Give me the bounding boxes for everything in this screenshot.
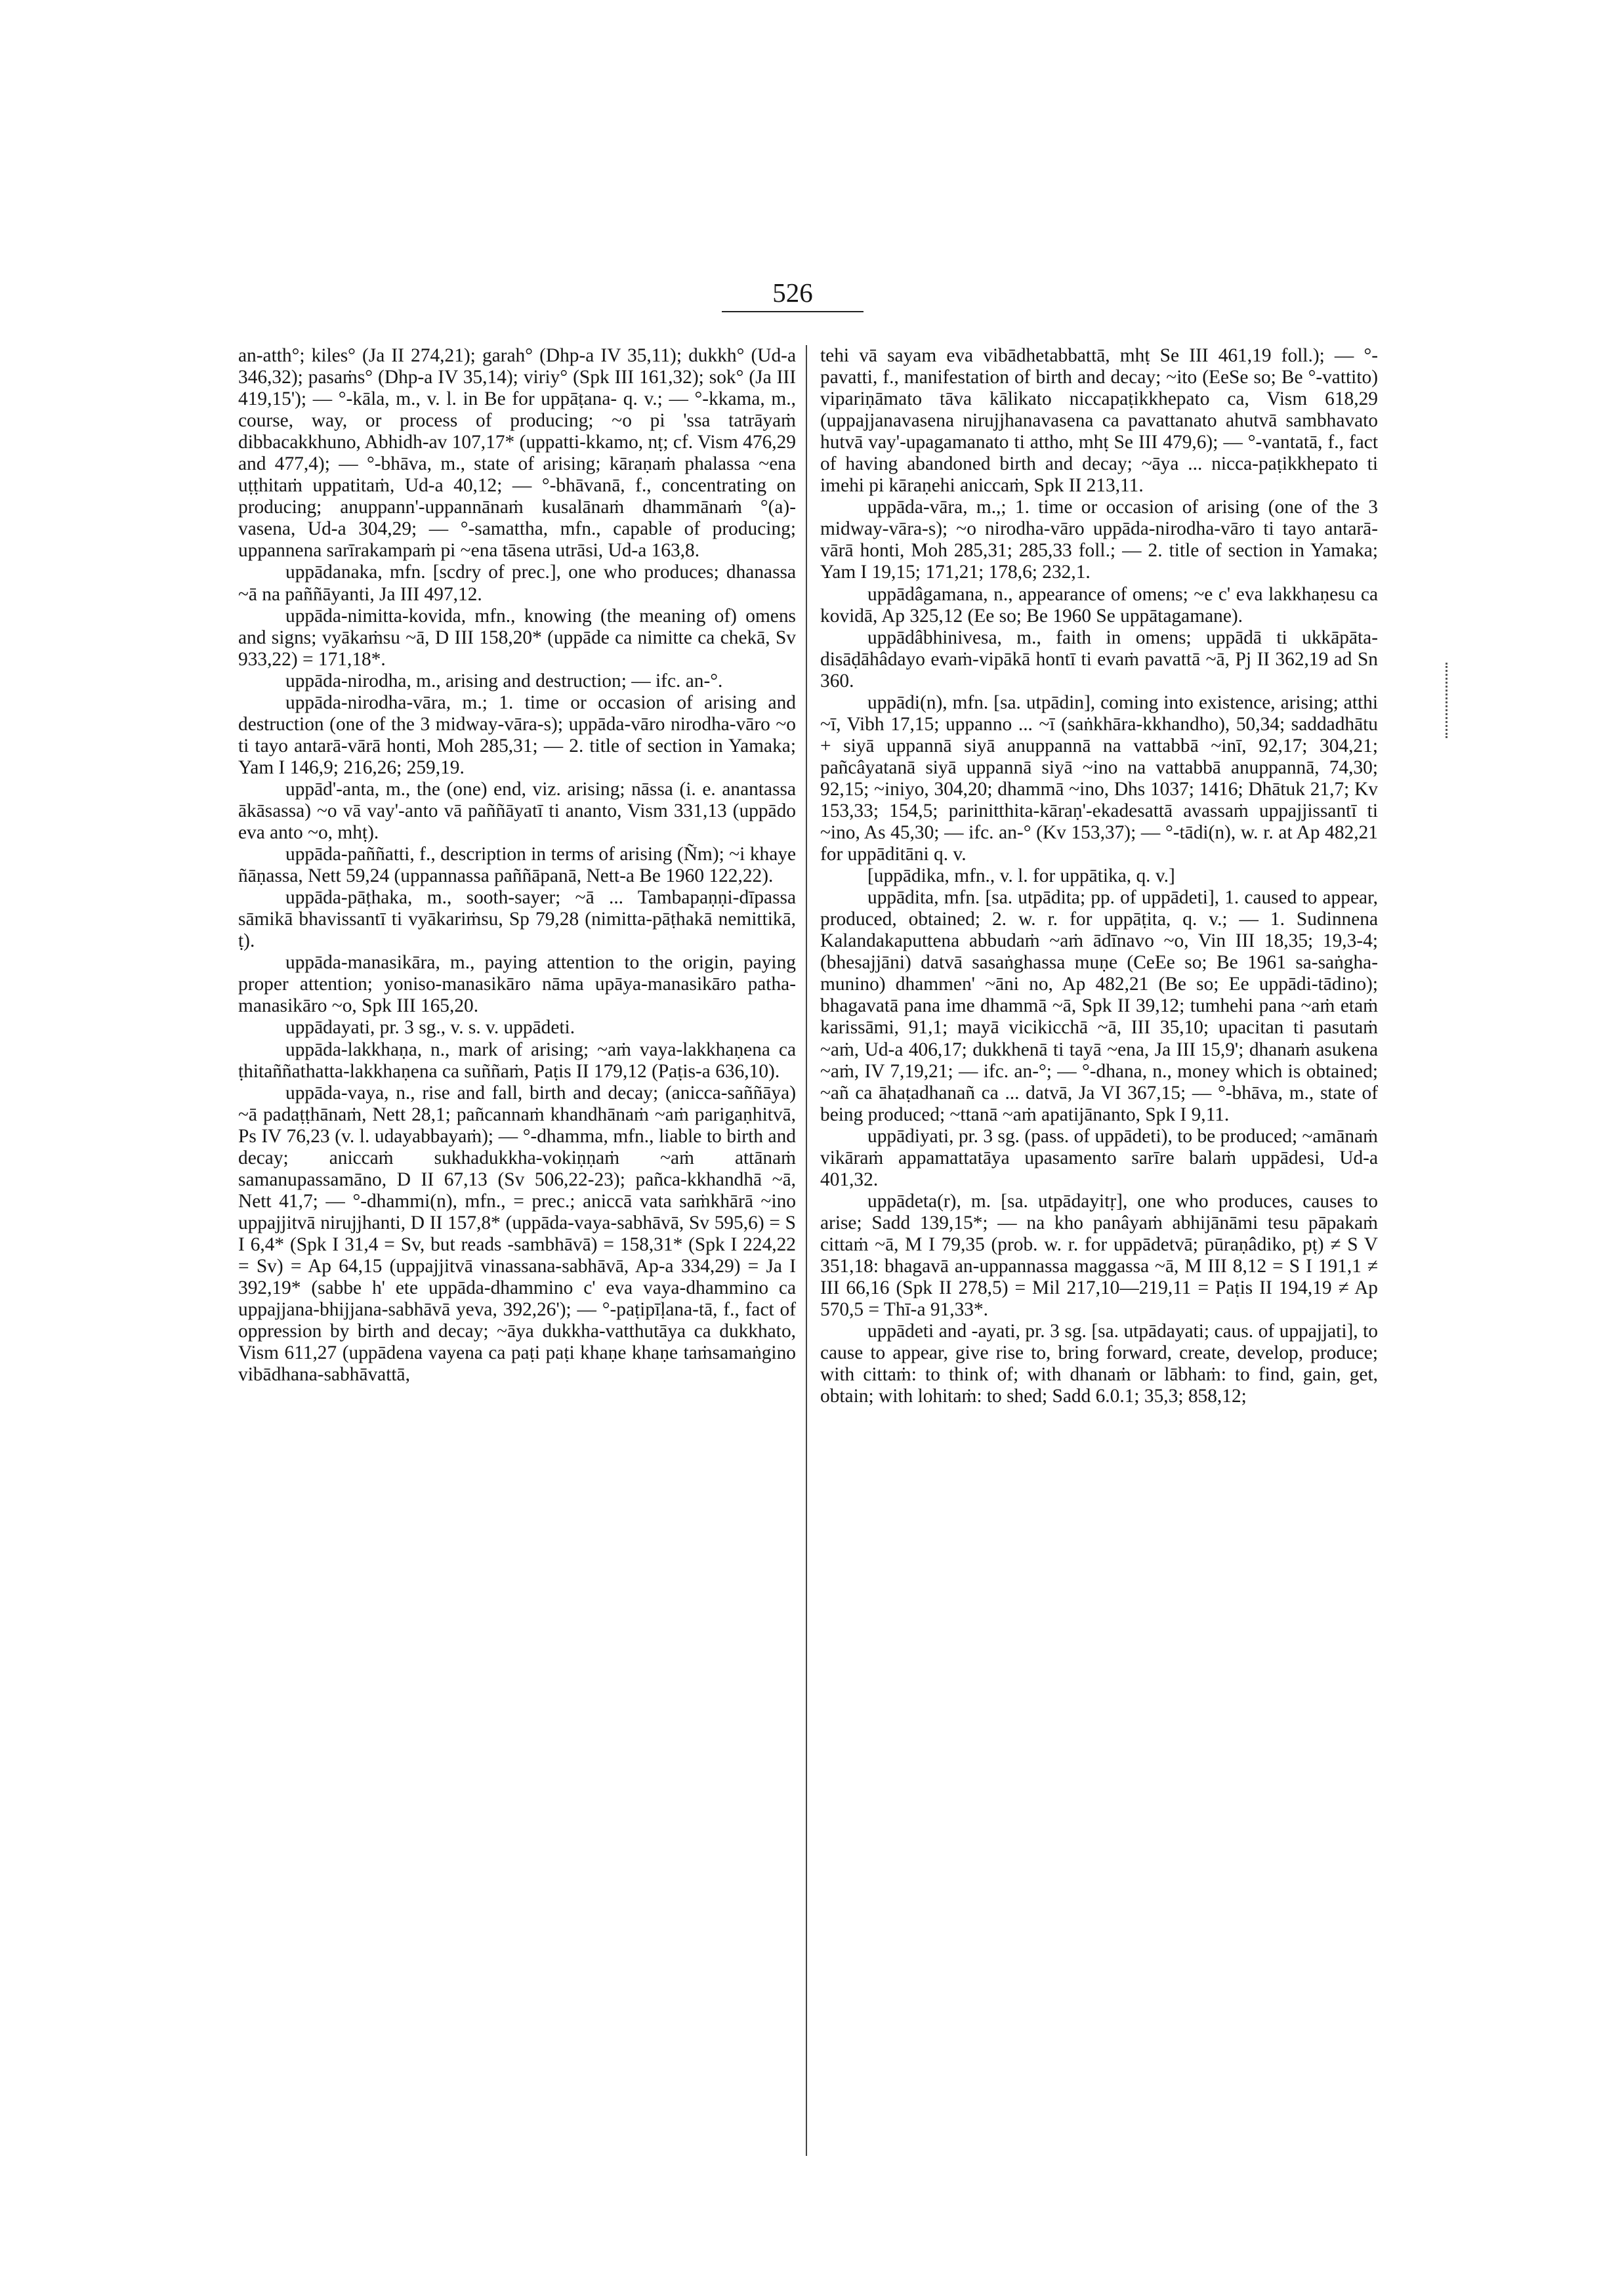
dictionary-entry: uppāda-pāṭhaka, m., sooth-sayer; ~ā ... Tambapaṇṇi-dīpassa sāmikā bhavissantī ti vyākariṁsu, Sp 79,28 (nimitta-pāṭhakā nemittikā, ṭ). (238, 887, 796, 952)
dictionary-entry: uppāda-nimitta-kovida, mfn., knowing (the meaning of) omens and signs; vyākaṁsu ~ā, D III 158,20* (uppāde ca nimitte ca chekā, Sv 933,22) = 171,18*. (238, 605, 796, 670)
dictionary-entry: uppādayati, pr. 3 sg., v. s. v. uppādeti. (285, 1017, 575, 1039)
page-number: 526 (722, 274, 864, 312)
dictionary-entry: uppādiyati, pr. 3 sg. (pass. of uppādeti), to be produced; ~amānaṁ vikāraṁ appamattatāya upasamento sarīre balaṁ uppādesi, Ud-a 401,32. (820, 1125, 1378, 1190)
dictionary-entry: uppādeti and -ayati, pr. 3 sg. [sa. utpādayati; caus. of uppajjati], to cause to appear, give rise to, bring forward, create, develop, produce; with cittaṁ: to think of; with dhanaṁ or lābhaṁ: to find, gain, get, obtain; with lohitaṁ: to shed; Sadd 6.0.1; 35,3; 858,12; (820, 1321, 1378, 1407)
dictionary-entry: uppāda-vāra, m.,; 1. time or occasion of arising (one of the 3 midway-vāra-s); ~o nirodha-vāro uppāda-nirodha-vāro ti tayo antarā-vārā honti, Moh 285,31; 285,33 foll.; — 2. title of section in Yamaka; Yam I 19,15; 171,21; 178,6; 232,1. (820, 497, 1378, 583)
right-column (820, 345, 1378, 1407)
dictionary-entry: an-atth°; kiles° (Ja II 274,21); garah° (Dhp-a IV 35,11); dukkh° (Ud-a 346,32); pasaṁs° (Dhp-a IV 35,14); viriy° (Spk III 161,32); sok° (Ja III 419,15'); — °-kāla, m., v. l. in Be for uppāṭana- q. v.; — °-kkama, m., course, way, or process of producing; ~o pi 'ssa tatrāyaṁ dibbacakkhuno, Abhidh-av 107,17* (uppatti-kkamo, nṭ; cf. Vism 476,29 and 477,4); — °-bhāva, m., state of arising; kāraṇaṁ phalassa ~ena uṭṭhitaṁ uppatitaṁ, Ud-a 40,12; — °-bhāvanā, f., concentrating on producing; anuppann'-uppannānaṁ kusalānaṁ dhammānaṁ °(a)-vasena, Ud-a 304,29; — °-samattha, mfn., capable of producing; uppannena sarīrakampaṁ pi ~ena tāsena utrāsi, Ud-a 163,8. (238, 345, 796, 562)
dictionary-entry: uppāda-nirodha-vāra, m.; 1. time or occasion of arising and destruction (one of the 3 midway-vāra-s); uppāda-vāro nirodha-vāro ~o ti tayo antarā-vārā honti, Moh 285,31; — 2. title of section in Yamaka; Yam I 146,9; 216,26; 259,19. (238, 692, 796, 778)
column-divider (806, 345, 807, 2156)
dictionary-entry: uppāda-nirodha, m., arising and destruction; — ifc. an-°. (285, 670, 723, 692)
dictionary-entry: uppādeta(r), m. [sa. utpādayitṛ], one who produces, causes to arise; Sadd 139,15*; — na kho panâyaṁ abhijānāmi tesu pāpakaṁ cittaṁ ~ā, M I 79,35 (prob. w. r. for uppādetvā; pūraṇâdiko, pṭ) ≠ S V 351,18: bhagavā an-uppannassa maggassa ~ā, M III 8,12 = S I 191,1 ≠ III 66,16 (Spk II 278,5) = Mil 217,10—219,11 = Paṭis II 194,19 ≠ Ap 570,5 = Thī-a 91,33*. (820, 1190, 1378, 1321)
dictionary-entry: tehi vā sayam eva vibādhetabbattā, mhṭ Se III 461,19 foll.); — °-pavatti, f., manifestation of birth and decay; ~ito (EeSe so; Be °-vattito) vipariṇāmato tāva kālikato niccapaṭikkhepato ca, Vism 618,29 (uppajjanavasena nirujjhanavasena ca pavattanato ahutvā sambhavato hutvā vay'-upagamanato ti attho, mhṭ Se III 479,6); — °-vantatā, f., fact of having abandoned birth and decay; ~āya ... nicca-paṭikkhepato ti imehi pi kāraṇehi aniccaṁ, Spk II 213,11. (820, 345, 1378, 497)
left-column (238, 345, 796, 1386)
dictionary-entry: uppāda-lakkhaṇa, n., mark of arising; ~aṁ vaya-lakkhaṇena ca ṭhitaññathatta-lakkhaṇena ca suññaṁ, Paṭis II 179,12 (Paṭis-a 636,10). (238, 1039, 796, 1082)
dictionary-entry: uppāda-vaya, n., rise and fall, birth and decay; (anicca-saññāya) ~ā padaṭṭhānaṁ, Nett 28,1; pañcannaṁ khandhānaṁ ~aṁ parigaṇhitvā, Ps IV 76,23 (v. l. udayabbayaṁ); — °-dhamma, mfn., liable to birth and decay; aniccaṁ sukhadukkha-vokiṇṇaṁ ~aṁ attānaṁ samanupassamāno, D II 67,13 (Sv 506,22-23); pañca-kkhandhā ~ā, Nett 41,7; — °-dhammi(n), mfn., = prec.; aniccā vata saṁkhārā ~ino uppajjitvā nirujjhanti, D II 157,8* (uppāda-vaya-sabhāvā, Sv 595,6) = S I 6,4* (Spk I 31,4 = Sv, but reads -sambhāvā) = 158,31* (Spk I 224,22 = Sv) = Ap 64,15 (uppajjitvā vinassana-sabhāvā, Ap-a 334,29) = Ja I 392,19* (sabbe h' ete uppāda-dhammino c' eva vaya-dhammino ca uppajjana-bhijjana-sabhāvā yeva, 392,26'); — °-paṭipīḷana-tā, f., fact of oppression by birth and decay; ~āya dukkha-vatthutāya ca dukkhato, Vism 611,27 (uppādena vayena ca paṭi paṭi khaṇe khaṇe taṁsamaṅgino vibādhana-sabhāvattā, (238, 1082, 796, 1386)
margin-mark (1446, 663, 1447, 738)
dictionary-entry: [uppādika, mfn., v. l. for uppātika, q. v.] (867, 865, 1175, 887)
dictionary-entry: uppādâgamana, n., appearance of omens; ~e c' eva lakkhaṇesu ca kovidā, Ap 325,12 (Ee so; Be 1960 Se uppātagamane). (820, 583, 1378, 627)
dictionary-entry: uppādâbhinivesa, m., faith in omens; uppādā ti ukkāpāta-disāḍāhâdayo evaṁ-vipākā hontī ti evaṁ pavattā ~ā, Pj II 362,19 ad Sn 360. (820, 627, 1378, 692)
dictionary-entry: uppād'-anta, m., the (one) end, viz. arising; nāssa (i. e. anantassa ākāsassa) ~o vā vay'-anto vā paññāyatī ti ananto, Vism 331,13 (uppādo eva anto ~o, mhṭ). (238, 778, 796, 844)
dictionary-entry: uppāda-manasikāra, m., paying attention to the origin, paying proper attention; yoniso-manasikāro nāma upāya-manasikāro patha-manasikāro ~o, Spk III 165,20. (238, 952, 796, 1017)
dictionary-entry: uppādita, mfn. [sa. utpādita; pp. of uppādeti], 1. caused to appear, produced, obtained; 2. w. r. for uppāṭita, q. v.; — 1. Sudinnena Kalandakaputtena abbudaṁ ~aṁ ādīnavo ~o, Vin III 18,35; 19,3-4; (bhesajjāni) datvā sasaṅghassa muṇe (CeEe so; Be 1961 sa-saṅgha-munino) dhammen' ~āni no, Ap 482,21 (Be so; Ee uppādi-tādino); bhagavatā pana ime dhammā ~ā, Spk II 39,12; tumhehi pana ~aṁ etaṁ karissāmi, 91,1; mayā vicikicchā ~ā, III 35,10; upacitan ti pasutaṁ ~aṁ, Ud-a 406,17; dukkhenā ti tayā ~ena, Ja III 15,9'; dhanaṁ asukena ~aṁ, IV 7,19,21; — ifc. an-°; — °-dhana, n., money which is obtained; ~añ ca āhaṭadhanañ ca ... datvā, Ja VI 367,15; — °-bhāva, m., state of being produced; ~ttanā ~aṁ apatijānanto, Spk I 9,11. (820, 887, 1378, 1125)
dictionary-entry: uppāda-paññatti, f., description in terms of arising (Ñm); ~i khaye ñāṇassa, Nett 59,24 (uppannassa paññāpanā, Nett-a Be 1960 122,22). (238, 844, 796, 887)
dictionary-entry: uppādi(n), mfn. [sa. utpādin], coming into existence, arising; atthi ~ī, Vibh 17,15; uppanno ... ~ī (saṅkhāra-kkhandho), 50,34; saddadhātu + siyā uppannā siyā anuppannā na vattabbā ~inī, 92,17; 304,21; pañcâyatanā siyā uppannā siyā ~ino na vattabbā anuppannā, 74,30; 92,15; ~iniyo, 304,20; dhammā ~ino, Dhs 1037; 1416; Dhātuk 21,7; Kv 153,33; 154,5; parinitthita-kāraṇ'-ekadesattā avassaṁ uppajjissantī ti ~ino, As 45,30; — ifc. an-° (Kv 153,37); — °-tādi(n), w. r. at Ap 482,21 for uppāditāni q. v. (820, 692, 1378, 865)
dictionary-entry: uppādanaka, mfn. [scdry of prec.], one who produces; dhanassa ~ā na paññāyanti, Ja III 497,12. (238, 562, 796, 605)
